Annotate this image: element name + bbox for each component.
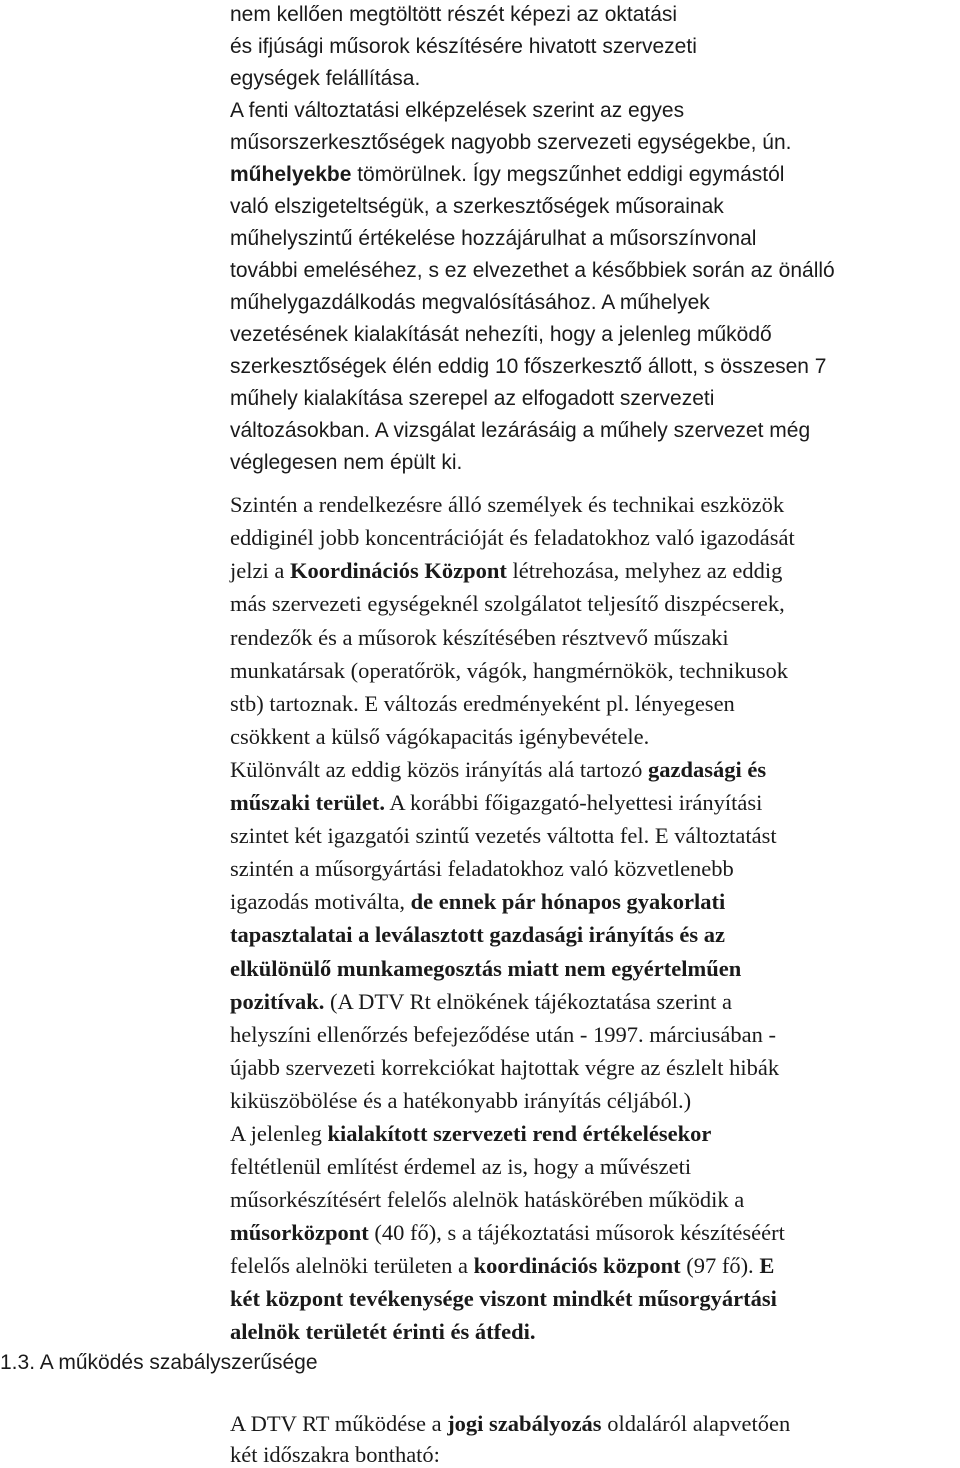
- text-line: [230, 693, 735, 716]
- text-line: [230, 1057, 779, 1080]
- text-run: szerkesztőségek élén eddig 10 főszerkesztő állott, s összesen 7: [230, 355, 827, 378]
- bold-text-run: műsorközpont: [230, 1220, 369, 1245]
- text-run: igazodás motiválta,: [230, 889, 411, 914]
- text-run: változásokban. A vizsgálat lezárásáig a műhely szervezet még: [230, 419, 811, 442]
- text-run: (A DTV Rt elnökének tájékoztatása szerint a: [324, 989, 732, 1014]
- text-run: kiküszöbölése és a hatékonyabb irányítás céljából.): [230, 1088, 692, 1113]
- text-run: felelős alelnöki területen a: [230, 1253, 474, 1278]
- text-line: [230, 68, 420, 89]
- text-run: más szervezeti egységeknél szolgálatot teljesítő diszpécserek,: [230, 591, 785, 616]
- text-line: [230, 420, 810, 441]
- text-run: (97 fő).: [680, 1253, 760, 1278]
- text-run: csökkent a külső vágókapacitás igénybevétele.: [230, 724, 650, 749]
- bold-text-run: gazdasági és: [648, 757, 767, 782]
- text-run: műhelyszintű értékelése hozzájárulhat a műsorszínvonal: [230, 227, 757, 250]
- text-run: műsorkészítésért felelős alelnök hatáskörében működik a: [230, 1187, 745, 1212]
- text-run: műhely kialakítása szerepel az elfogadott szervezeti: [230, 387, 715, 410]
- bold-text-run: E: [759, 1253, 775, 1278]
- bold-text-run: műhelyekbe: [230, 163, 352, 186]
- text-line: [230, 1024, 776, 1047]
- text-run: feltétlenül említést érdemel az is, hogy a művészeti: [230, 1154, 692, 1179]
- text-run: egységek felállítása.: [230, 67, 421, 90]
- text-line: [230, 660, 788, 683]
- text-line: [230, 1321, 536, 1344]
- text-run: jelzi a: [230, 558, 290, 583]
- text-line: [230, 356, 827, 377]
- text-line: [230, 4, 677, 25]
- text-run: Szintén a rendelkezésre álló személyek és technikai eszközök: [230, 492, 785, 517]
- text-line: [230, 1413, 790, 1436]
- text-line: [230, 388, 714, 409]
- bold-text-run: jogi szabályozás: [447, 1411, 602, 1436]
- bold-text-run: elkülönülő munkamegosztás miatt nem egyértelműen: [230, 956, 742, 981]
- text-line: [230, 726, 649, 749]
- text-line: [0, 1352, 318, 1373]
- text-line: [230, 958, 741, 981]
- bold-text-run: kialakított szervezeti rend értékelésekor: [327, 1121, 712, 1146]
- text-line: [230, 593, 785, 616]
- text-run: 1.3. A működés szabályszerűsége: [0, 1351, 318, 1374]
- text-line: [230, 924, 725, 947]
- text-line: [230, 1222, 785, 1245]
- text-line: [230, 452, 462, 473]
- bold-text-run: pozitívak.: [230, 989, 325, 1014]
- text-run: (40 fő), s a tájékoztatási műsorok készítéséért: [368, 1220, 785, 1245]
- text-line: [230, 1156, 691, 1179]
- text-run: A korábbi főigazgató-helyettesi irányítási: [384, 790, 763, 815]
- text-run: A DTV RT működése a: [230, 1411, 448, 1436]
- text-run: Különvált az eddig közös irányítás alá tartozó: [230, 757, 648, 782]
- text-line: [230, 132, 791, 153]
- text-run: két időszakra bontható:: [230, 1442, 440, 1467]
- text-line: [230, 494, 784, 517]
- text-line: [230, 858, 734, 881]
- bold-text-run: műszaki terület.: [230, 790, 385, 815]
- text-run: nem kellően megtöltött részét képezi az oktatási: [230, 3, 678, 26]
- text-run: és ifjúsági műsorok készítésére hivatott szervezeti: [230, 35, 697, 58]
- text-line: [230, 1189, 744, 1212]
- text-line: [230, 1123, 711, 1146]
- text-run: helyszíni ellenőrzés befejeződése után - 1997. márciusában -: [230, 1022, 777, 1047]
- text-line: [230, 260, 835, 281]
- text-line: [230, 560, 782, 583]
- text-line: [230, 627, 729, 650]
- text-line: [230, 891, 725, 914]
- text-run: műsorszerkesztőségek nagyobb szervezeti egységekbe, ún.: [230, 131, 792, 154]
- text-run: A jelenleg: [230, 1121, 328, 1146]
- text-line: [230, 759, 766, 782]
- text-line: [230, 1090, 691, 1113]
- text-run: létrehozása, melyhez az eddig: [506, 558, 783, 583]
- text-run: eddiginél jobb koncentrációját és feladatokhoz való igazodását: [230, 525, 795, 550]
- text-line: [230, 792, 762, 815]
- text-line: [230, 324, 772, 345]
- text-line: [230, 228, 756, 249]
- text-run: véglegesen nem épült ki.: [230, 451, 463, 474]
- text-run: szintén a műsorgyártási feladatokhoz való közvetlenebb: [230, 856, 734, 881]
- text-line: [230, 991, 732, 1014]
- text-line: [230, 825, 777, 848]
- text-line: [230, 292, 710, 313]
- text-line: [230, 1255, 774, 1278]
- bold-text-run: Koordinációs Központ: [289, 558, 507, 583]
- text-line: [230, 527, 795, 550]
- text-line: [230, 196, 724, 217]
- text-run: további emeléséhez, s ez elvezethet a későbbiek során az önálló: [230, 259, 835, 282]
- text-line: [230, 1288, 777, 1311]
- text-run: munkatársak (operatőrök, vágók, hangmérnökök, technikusok: [230, 658, 788, 683]
- text-run: szintet két igazgatói szintű vezetés váltotta fel. E változtatást: [230, 823, 777, 848]
- text-line: [230, 1444, 440, 1467]
- bold-text-run: de ennek pár hónapos gyakorlati: [410, 889, 726, 914]
- text-run: rendezők és a műsorok készítésében résztvevő műszaki: [230, 625, 729, 650]
- text-line: [230, 164, 784, 185]
- text-run: való elszigeteltségük, a szerkesztőségek műsorainak: [230, 195, 724, 218]
- text-line: [230, 100, 684, 121]
- bold-text-run: tapasztalatai a leválasztott gazdasági irányítás és az: [230, 922, 725, 947]
- text-run: műhelygazdálkodás megvalósításához. A műhelyek: [230, 291, 710, 314]
- text-run: stb) tartoznak. E változás eredményeként pl. lényegesen: [230, 691, 735, 716]
- bold-text-run: alelnök területét érinti és átfedi.: [230, 1319, 536, 1344]
- text-run: újabb szervezeti korrekciókat hajtottak végre az észlelt hibák: [230, 1055, 780, 1080]
- text-run: oldaláról alapvetően: [601, 1411, 791, 1436]
- text-run: tömörülnek. Így megszűnhet eddigi egymástól: [351, 163, 785, 186]
- bold-text-run: koordinációs központ: [473, 1253, 681, 1278]
- text-run: A fenti változtatási elképzelések szerint az egyes: [230, 99, 685, 122]
- text-line: [230, 36, 697, 57]
- text-run: vezetésének kialakítását nehezíti, hogy a jelenleg működő: [230, 323, 772, 346]
- bold-text-run: két központ tevékenysége viszont mindkét műsorgyártási: [230, 1286, 777, 1311]
